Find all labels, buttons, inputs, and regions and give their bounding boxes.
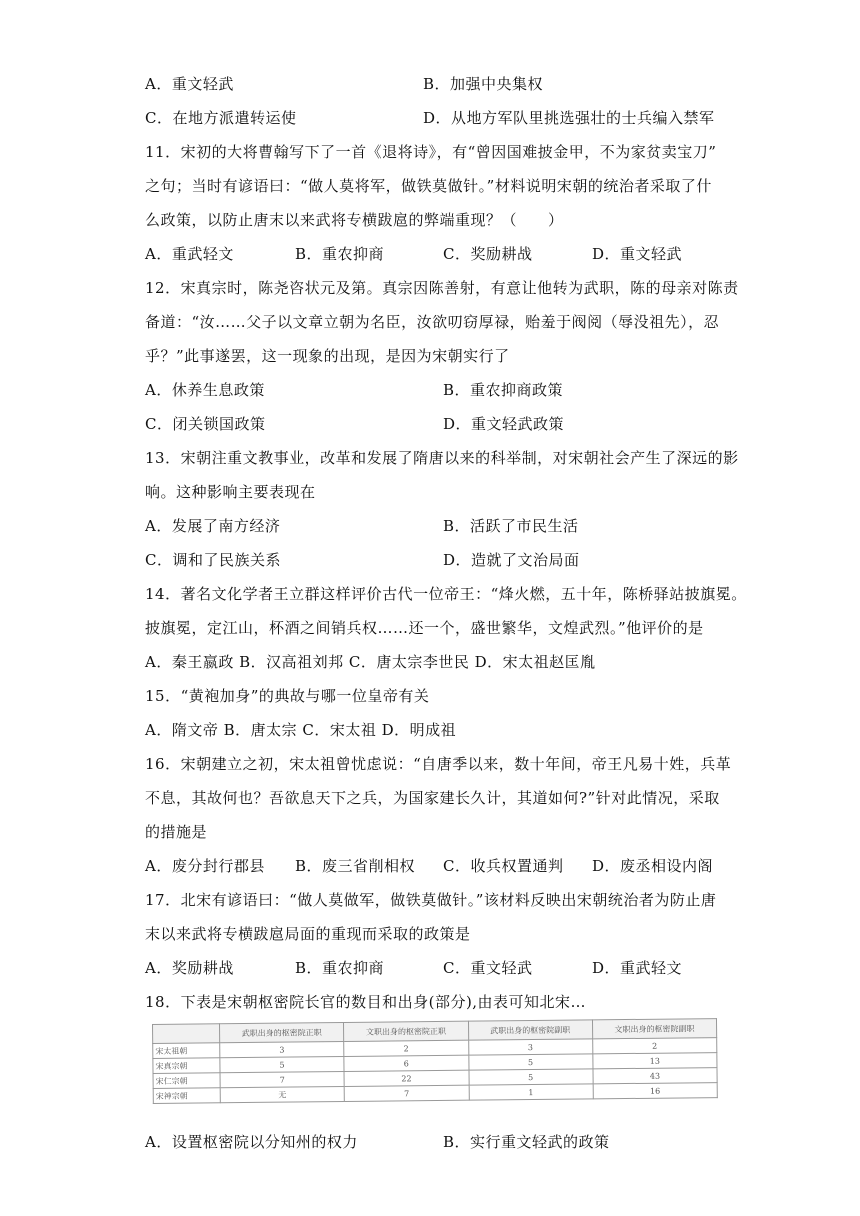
option-b: B．加强中央集权 bbox=[423, 75, 544, 93]
question-11-text: 之句；当时有谚语曰：“做人莫将军，做铁莫做针。”材料说明宋朝的统治者采取了什 bbox=[145, 177, 712, 195]
table-header-cell: 文职出身的枢密院副职 bbox=[592, 1019, 716, 1039]
question-12-text: 12．宋真宗时，陈尧咨状元及第。真宗因陈善射，有意让他转为武职，陈的母亲对陈责 bbox=[145, 279, 739, 297]
question-11-text: 么政策，以防止唐末以来武将专横跋扈的弊端重现？（ ） bbox=[145, 211, 564, 229]
scanned-table-image bbox=[152, 1024, 717, 1114]
question-16-text: 16．宋朝建立之初，宋太祖曾忧虑说：“自唐季以来，数十年间，帝王凡易十姓，兵革 bbox=[145, 755, 732, 773]
question-13-text: 响。这种影响主要表现在 bbox=[145, 483, 316, 501]
question-17-text: 17．北宋有谚语曰：“做人莫做军，做铁莫做针。”该材料反映出宋朝统治者为防止唐 bbox=[145, 891, 717, 909]
option-d: D．废丞相设内阁 bbox=[592, 857, 714, 875]
option-a: A．奖励耕战 bbox=[145, 959, 234, 977]
table-row-label: 宋仁宗朝 bbox=[153, 1073, 220, 1089]
option-c: C．调和了民族关系 bbox=[145, 551, 281, 569]
option-a: A．休养生息政策 bbox=[145, 381, 265, 399]
question-14-text: 14．著名文化学者王立群这样评价古代一位帝王：“烽火燃，五十年，陈桥驿站披旗冕。 bbox=[145, 585, 747, 603]
option-b: B．实行重文轻武的政策 bbox=[443, 1133, 610, 1151]
option-a: A．设置枢密院以分知州的权力 bbox=[145, 1133, 358, 1151]
question-15-text: 15．“黄袍加身”的典故与哪一位皇帝有关 bbox=[145, 687, 430, 705]
table-cell: 16 bbox=[593, 1083, 717, 1099]
question-16-text: 的措施是 bbox=[145, 823, 208, 841]
option-d: D．重武轻文 bbox=[592, 959, 683, 977]
option-b: B．重农抑商 bbox=[295, 245, 385, 263]
option-b: B．废三省削相权 bbox=[295, 857, 416, 875]
table-cell: 7 bbox=[344, 1085, 468, 1101]
table-cell: 7 bbox=[220, 1071, 344, 1087]
option-row bbox=[145, 73, 765, 95]
table-header-cell bbox=[153, 1024, 220, 1044]
question-12-text: 备道：“汝……父子以文章立朝为名臣，汝欲叨窃厚禄，贻羞于阀阅（辱没祖先），忍 bbox=[145, 313, 720, 331]
table-cell: 2 bbox=[344, 1040, 468, 1056]
question-18-options bbox=[145, 1131, 765, 1153]
question-17-options bbox=[145, 957, 765, 979]
table-row-label: 宋真宗朝 bbox=[153, 1058, 220, 1074]
table-cell: 2 bbox=[592, 1038, 716, 1054]
option-d: D．造就了文治局面 bbox=[443, 551, 580, 569]
table-header-cell: 武职出身的枢密院副职 bbox=[468, 1020, 592, 1040]
table-cell: 5 bbox=[469, 1069, 593, 1085]
option-a: A．废分封行郡县 bbox=[145, 857, 265, 875]
question-16-text: 不息，其故何也？吾欲息天下之兵，为国家建长久计，其道如何?”针对此情况，采取 bbox=[145, 789, 720, 807]
option-a: A．发展了南方经济 bbox=[145, 517, 281, 535]
option-c: C．闭关锁国政策 bbox=[145, 415, 266, 433]
option-a: A．重文轻武 bbox=[145, 75, 234, 93]
option-a: A．重武轻文 bbox=[145, 245, 234, 263]
table-cell: 3 bbox=[220, 1041, 344, 1057]
table-cell: 3 bbox=[468, 1039, 592, 1055]
table-cell: 无 bbox=[220, 1086, 344, 1102]
question-14-options: A．秦王嬴政 B．汉高祖刘邦 C．唐太宗李世民 D．宋太祖赵匡胤 bbox=[145, 653, 596, 671]
question-12-options bbox=[145, 379, 765, 401]
table-row-label: 宋神宗朝 bbox=[153, 1088, 220, 1104]
table-cell: 5 bbox=[468, 1054, 592, 1070]
table-header-cell: 武职出身的枢密院正职 bbox=[220, 1022, 344, 1042]
question-13-text: 13．宋朝注重文教事业，改革和发展了隋唐以来的科举制，对宋朝社会产生了深远的影 bbox=[145, 449, 739, 467]
option-c: C．收兵权置通判 bbox=[443, 857, 564, 875]
option-c: C．重文轻武 bbox=[443, 959, 533, 977]
table-cell: 43 bbox=[593, 1068, 717, 1084]
question-12-text: 乎？”此事遂罢，这一现象的出现，是因为宋朝实行了 bbox=[145, 347, 510, 365]
question-16-options bbox=[145, 855, 765, 877]
option-d: D．从地方军队里挑选强壮的士兵编入禁军 bbox=[423, 109, 715, 127]
question-18-text: 18．下表是宋朝枢密院长官的数目和出身(部分),由表可知北宋… bbox=[145, 993, 587, 1011]
option-b: B．重农抑商政策 bbox=[443, 381, 564, 399]
option-d: D．重文轻武政策 bbox=[443, 415, 565, 433]
option-c: C．在地方派遣转运使 bbox=[145, 109, 297, 127]
table-cell: 5 bbox=[220, 1056, 344, 1072]
option-c: C．奖励耕战 bbox=[443, 245, 533, 263]
option-d: D．重文轻武 bbox=[592, 245, 683, 263]
privy-council-table bbox=[152, 1018, 718, 1104]
table-cell: 1 bbox=[469, 1084, 593, 1100]
question-17-text: 末以来武将专横跋扈局面的重现而采取的政策是 bbox=[145, 925, 471, 943]
question-11-text: 11．宋初的大将曹翰写下了一首《退将诗》，有“曾因国难披金甲，不为家贫卖宝刀” bbox=[145, 143, 717, 161]
table-row-label: 宋太祖朝 bbox=[153, 1043, 220, 1059]
table-cell: 6 bbox=[344, 1055, 468, 1071]
question-11-options bbox=[145, 243, 765, 265]
question-13-options bbox=[145, 515, 765, 537]
table-cell: 22 bbox=[344, 1070, 468, 1086]
question-12-options bbox=[145, 413, 765, 435]
option-b: B．活跃了市民生活 bbox=[443, 517, 579, 535]
question-14-text: 披旗冕，定江山，杯酒之间销兵权……还一个，盛世繁华，文煌武烈。”他评价的是 bbox=[145, 619, 704, 637]
table-header-cell: 文职出身的枢密院正职 bbox=[344, 1021, 468, 1041]
option-row bbox=[145, 107, 765, 129]
question-15-options: A．隋文帝 B．唐太宗 C．宋太祖 D．明成祖 bbox=[145, 721, 457, 739]
option-b: B．重农抑商 bbox=[295, 959, 385, 977]
table-cell: 13 bbox=[593, 1053, 717, 1069]
question-13-options bbox=[145, 549, 765, 571]
